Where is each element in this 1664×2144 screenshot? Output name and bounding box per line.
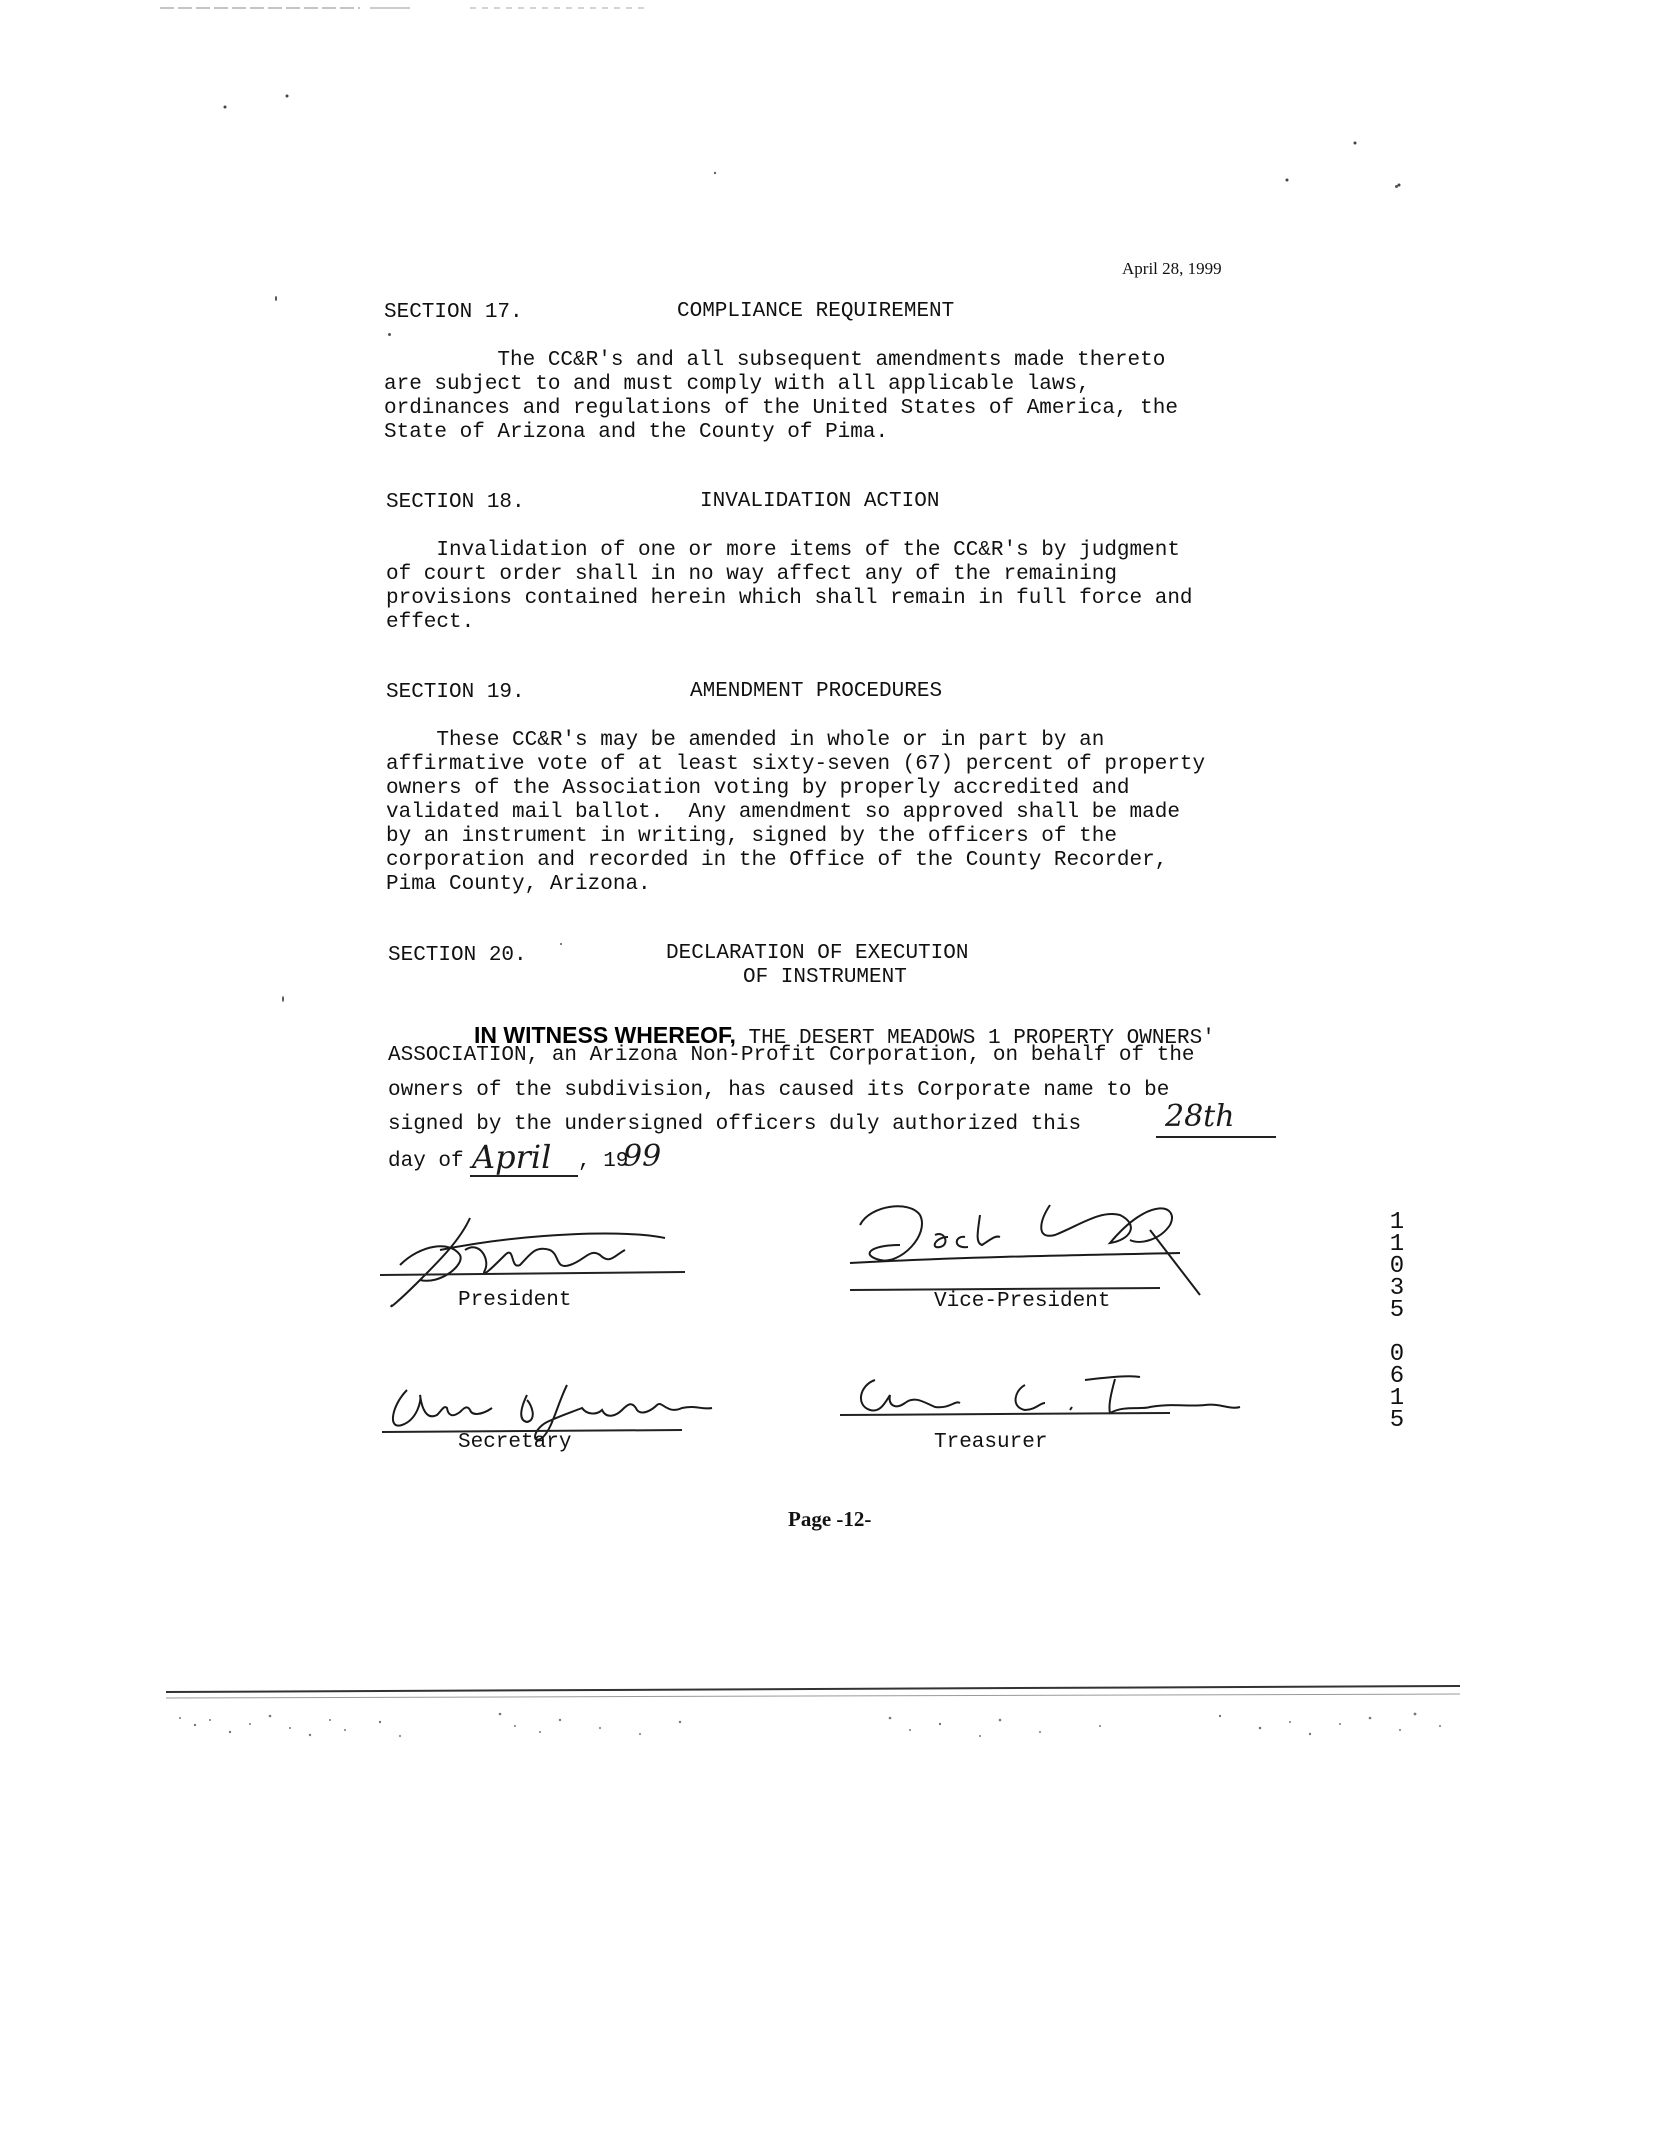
section-18-line: of court order shall in no way affect any of the remaining bbox=[386, 563, 1117, 586]
scan-speck bbox=[388, 333, 391, 336]
recording-digit: 0 bbox=[1389, 1253, 1405, 1280]
section-19-line: affirmative vote of at least sixty-seven (67) percent of property bbox=[386, 753, 1206, 776]
document-date: April 28, 1999 bbox=[1122, 259, 1222, 278]
treasurer-label: Treasurer bbox=[934, 1431, 1048, 1454]
vice-president-label: Vice-President bbox=[934, 1290, 1111, 1313]
witness-lead: IN WITNESS WHEREOF, bbox=[474, 1022, 736, 1048]
section-19-body bbox=[386, 729, 1205, 897]
section-19-line: corporation and recorded in the Office of the County Recorder, bbox=[386, 849, 1168, 872]
section-17-line: The CC&R's and all subsequent amendments made thereto bbox=[384, 349, 1166, 372]
section-18-title: INVALIDATION ACTION bbox=[700, 490, 940, 513]
month-underline bbox=[470, 1175, 578, 1177]
recording-digit: 3 bbox=[1389, 1275, 1405, 1302]
treasurer-signature bbox=[840, 1365, 1260, 1445]
section-19-title: AMENDMENT PROCEDURES bbox=[690, 680, 943, 703]
page-number: Page -12- bbox=[788, 1507, 872, 1531]
scan-speck bbox=[275, 296, 277, 301]
scan-speck bbox=[560, 943, 562, 945]
section-20-number: SECTION 20. bbox=[388, 944, 527, 967]
handwritten-year: 99 bbox=[623, 1139, 662, 1174]
recording-digit: 1 bbox=[1389, 1231, 1405, 1258]
secretary-signature bbox=[382, 1360, 782, 1460]
section-19-line: owners of the Association voting by properly accredited and bbox=[386, 777, 1130, 800]
section-19-line: These CC&R's may be amended in whole or in part by an bbox=[386, 729, 1105, 752]
section-20-title-line1: DECLARATION OF EXECUTION bbox=[666, 942, 969, 965]
section-17-title: COMPLIANCE REQUIREMENT bbox=[677, 300, 955, 323]
recording-number bbox=[1382, 1209, 1412, 1434]
recording-digit: 1 bbox=[1389, 1385, 1405, 1412]
section-18-number: SECTION 18. bbox=[386, 491, 525, 514]
section-18-body bbox=[386, 539, 1193, 635]
handwritten-day: 28th bbox=[1165, 1099, 1235, 1134]
handwritten-month: April bbox=[472, 1138, 552, 1176]
section-17-line: ordinances and regulations of the United States of America, the bbox=[384, 397, 1178, 420]
section-18-line: provisions contained herein which shall remain in full force and bbox=[386, 587, 1193, 610]
section-17-number: SECTION 17. bbox=[384, 301, 523, 324]
section-19-line: validated mail ballot. Any amendment so approved shall be made bbox=[386, 801, 1180, 824]
section-18-line: effect. bbox=[386, 611, 475, 634]
witness-line-4: signed by the undersigned officers duly authorized this bbox=[388, 1113, 1082, 1136]
scan-speck bbox=[1395, 185, 1398, 188]
section-17-body bbox=[384, 349, 1178, 445]
scan-speck bbox=[282, 996, 284, 1002]
witness-line-2: ASSOCIATION, an Arizona Non-Profit Corporation, on behalf of the bbox=[388, 1044, 1195, 1067]
recording-digit: 1 bbox=[1389, 1209, 1405, 1236]
section-17-line: State of Arizona and the County of Pima. bbox=[384, 421, 889, 444]
secretary-label: Secretary bbox=[458, 1431, 572, 1454]
recording-digit: 5 bbox=[1389, 1297, 1405, 1324]
section-18-line: Invalidation of one or more items of the CC&R's by judgment bbox=[386, 539, 1180, 562]
section-19-line: by an instrument in writing, signed by the officers of the bbox=[386, 825, 1117, 848]
scan-artifacts-bottom bbox=[0, 1680, 1664, 1800]
scan-artifacts-top bbox=[0, 0, 1664, 200]
day-underline bbox=[1156, 1136, 1276, 1138]
section-20-title-line2: OF INSTRUMENT bbox=[743, 966, 907, 989]
section-19-number: SECTION 19. bbox=[386, 681, 525, 704]
recording-digit: 0 bbox=[1389, 1341, 1405, 1368]
president-label: President bbox=[458, 1289, 572, 1312]
year-prefix: , 19 bbox=[578, 1150, 629, 1173]
vice-president-signature bbox=[840, 1185, 1220, 1305]
witness-line-1-rest: THE DESERT MEADOWS 1 PROPERTY OWNERS' bbox=[735, 1027, 1215, 1050]
witness-line-5-prefix: day of bbox=[388, 1150, 464, 1173]
recording-digit: 5 bbox=[1389, 1407, 1405, 1434]
section-19-line: Pima County, Arizona. bbox=[386, 873, 651, 896]
section-17-line: are subject to and must comply with all applicable laws, bbox=[384, 373, 1090, 396]
recording-digit: 6 bbox=[1389, 1363, 1405, 1390]
witness-line-3: owners of the subdivision, has caused its Corporate name to be bbox=[388, 1079, 1170, 1102]
